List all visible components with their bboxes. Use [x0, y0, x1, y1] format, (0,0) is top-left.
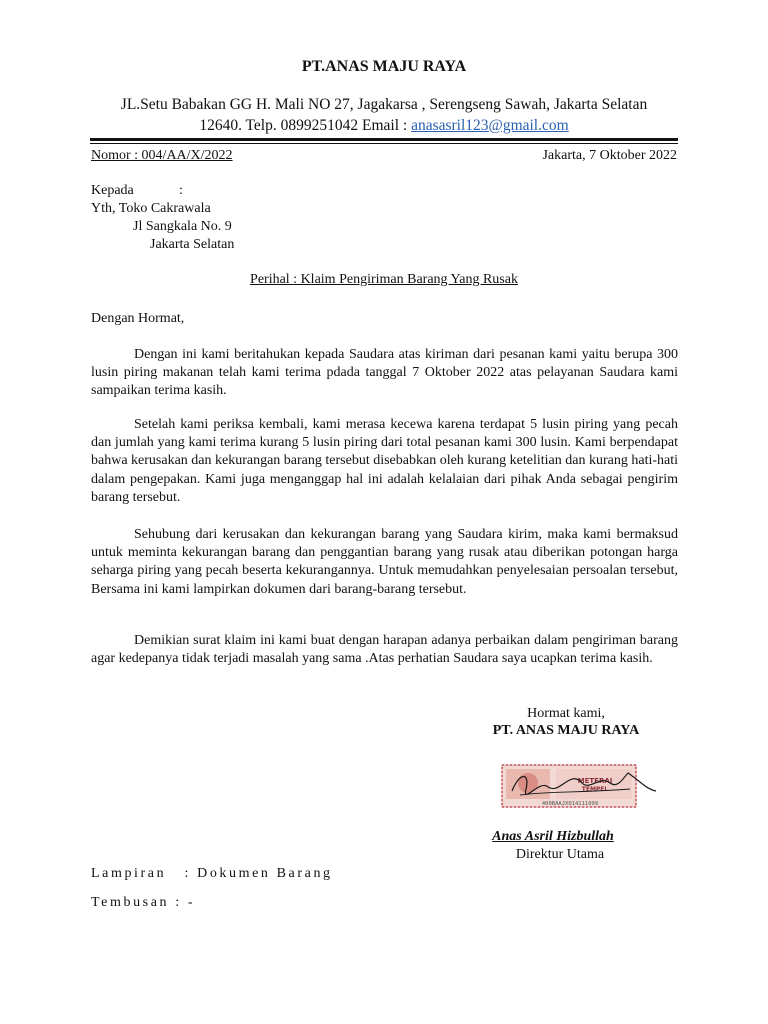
stamp-label-meterai: METERAI — [577, 777, 613, 785]
letter-number: Nomor : 004/AA/X/2022 — [91, 148, 233, 163]
body-paragraph-1: Dengan ini kami beritahukan kepada Saudara atas kiriman dari pesanan kami yaitu berupa 300 lusin piring makanan telah kami terima pdada tanggal 7 Oktober 2022 atas pelayanan Saudara kami sampaikan terima kasih. — [91, 347, 678, 399]
body-paragraph-2: Setelah kami periksa kembali, kami merasa kecewa karena terdapat 5 lusin piring yang pecah dan jumlah yang kami terima kurang 5 lusin piring dari total pesanan kami 300 lusin. Kami berpendapat bahwa kerusakan dan kekurangan barang tersebut disebabkan oleh kurang ketelitian dan kurang hati-hati dalam pengepakan. Kami juga menganggap hal ini adalah kelalaian dari pihak Anda sebagai pengirim barang tersebut. — [91, 417, 679, 505]
closing-company: PT. ANAS MAJU RAYA — [492, 723, 640, 738]
lampiran-line: Lampiran : Dokumen Barang — [91, 866, 333, 881]
header-divider-thin — [90, 143, 678, 144]
recipient-name: Yth, Toko Cakrawala — [91, 201, 211, 216]
company-contact — [0, 117, 768, 135]
salutation: Dengan Hormat, — [91, 311, 185, 326]
contact-prefix: 12640. Telp. 0899251042 Email : — [199, 117, 412, 134]
kepada-colon: : — [179, 183, 183, 198]
signer-title: Direktur Utama — [515, 847, 605, 862]
letter-date: Jakarta, 7 Oktober 2022 — [542, 148, 677, 163]
email-link[interactable]: anasasril123@gmail.com — [411, 117, 569, 134]
stamp-label-tempel: TEMPEL — [581, 786, 609, 793]
recipient-street: Jl Sangkala No. 9 — [133, 219, 232, 234]
subject-line: Perihal : Klaim Pengiriman Barang Yang Rusak — [250, 272, 518, 287]
company-name: PT.ANAS MAJU RAYA — [301, 58, 467, 75]
tembusan-line: Tembusan : - — [91, 895, 196, 910]
header-divider-thick — [90, 138, 678, 141]
body-paragraph-3: Sehubung dari kerusakan dan kekurangan barang yang Saudara kirim, maka kami bermaksud untuk meminta kekurangan barang dan penggantian barang yang rusak atau diberikan potongan harga seharga piring yang pecah beserta kekurangannya. Untuk memudahkan penyelesaian persoalan tersebut, Bersama ini kami lampirkan dokumen dari barang-barang tersebut. — [91, 527, 678, 597]
kepada-label: Kepada — [91, 183, 134, 198]
stamp-serial: 400BAAJX014111099 — [541, 801, 599, 807]
closing-hormat: Hormat kami, — [527, 706, 605, 721]
signer-name: Anas Asril Hizbullah — [492, 829, 614, 844]
body-paragraph-4: Demikian surat klaim ini kami buat dengan harapan adanya perbaikan dalam pengiriman barang agar kedepanya tidak terjadi masalah yang sama .Atas perhatian Saudara saya ucapkan terima kasih. — [91, 633, 678, 667]
recipient-city: Jakarta Selatan — [150, 237, 235, 252]
meterai-stamp-icon — [500, 761, 660, 811]
company-address: JL.Setu Babakan GG H. Mali NO 27, Jagakarsa , Serengseng Sawah, Jakarta Selatan — [120, 96, 648, 113]
